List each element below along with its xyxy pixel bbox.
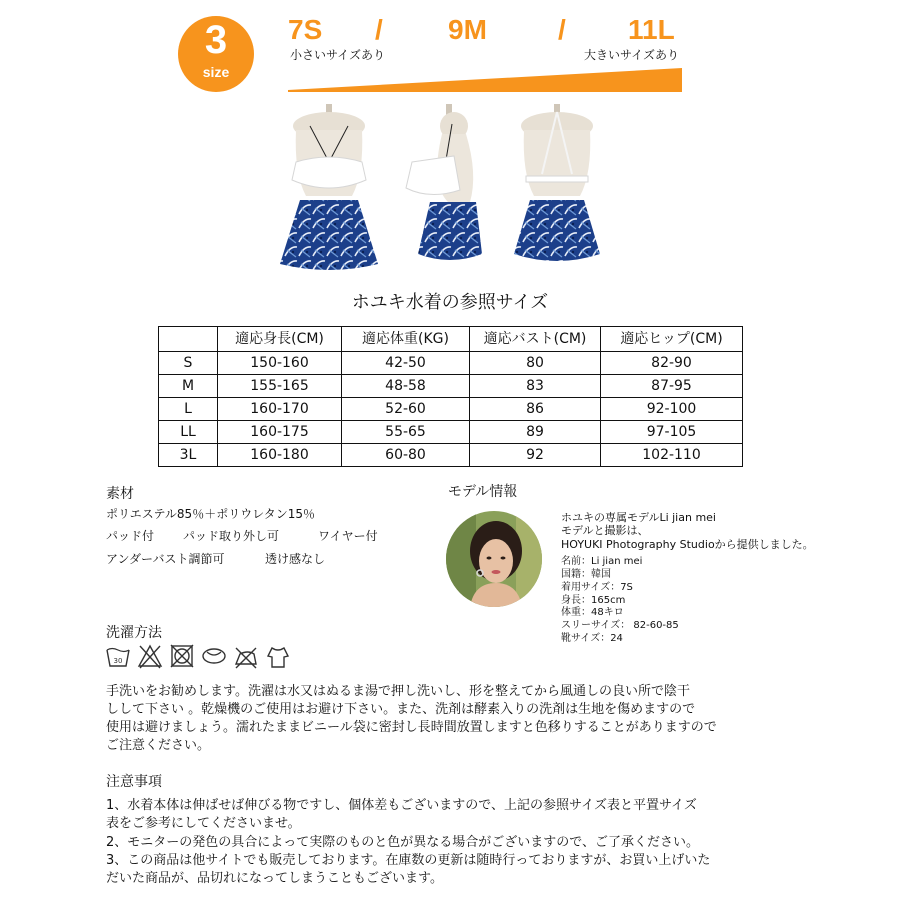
- feature-adjustable-underbust: アンダーバスト調節可: [106, 552, 225, 566]
- table-cell: 52-60: [342, 398, 470, 421]
- table-cell: 87-95: [601, 375, 743, 398]
- table-cell: 60-80: [342, 444, 470, 467]
- table-cell: 102-110: [601, 444, 743, 467]
- table-cell: L: [159, 398, 218, 421]
- table-header: 適応ヒップ(CM): [601, 327, 743, 352]
- washing-text-line: 手洗いをお勧めします。洗濯は水又はぬるま湯で押し洗いし、形を整えてから風通しの良い所で陰干: [106, 684, 690, 699]
- front-view-photo: [280, 104, 378, 270]
- model-intro-line: HOYUKI Photography Studioから提供しました。: [561, 538, 814, 551]
- small-size-note: 小さいサイズあり: [290, 48, 386, 62]
- size-label-7s: 7S: [288, 14, 323, 45]
- table-header: [159, 327, 218, 352]
- notes-text-line: だいた商品が、品切れになってしまうこともございます。: [106, 871, 443, 886]
- table-row: [159, 421, 743, 444]
- table-cell: M: [159, 375, 218, 398]
- back-view-photo: [514, 104, 600, 261]
- no-bleach-icon: [136, 642, 164, 670]
- model-spec-three-sizes: スリーサイズ： 82-60-85: [561, 620, 679, 631]
- hand-wash-30-icon: [104, 642, 132, 670]
- washing-text-line: ご注意ください。: [106, 738, 211, 753]
- no-dry-clean-icon: [200, 642, 228, 670]
- table-row: [159, 352, 743, 375]
- table-cell: 97-105: [601, 421, 743, 444]
- notes-text-line: 表をご参考にしてくださいませ。: [106, 816, 301, 831]
- table-cell: LL: [159, 421, 218, 444]
- model-spec-shoe-size: 靴サイズ：24: [561, 633, 623, 644]
- table-cell: 82-90: [601, 352, 743, 375]
- notes-title: 注意事項: [106, 774, 162, 790]
- model-info-title: モデル情報: [448, 484, 518, 500]
- size-range-wedge: [288, 66, 682, 94]
- feature-wire: ワイヤー付: [318, 529, 378, 543]
- table-cell: 160-175: [218, 421, 342, 444]
- feature-removable-pad: パッド取り外し可: [183, 529, 280, 543]
- table-cell: S: [159, 352, 218, 375]
- no-iron-icon: [232, 642, 260, 670]
- table-header-row: [159, 327, 743, 352]
- model-intro-line: ホユキの専属モデルLi jian mei: [561, 511, 716, 524]
- size-label-9m: 9M: [448, 14, 487, 45]
- table-cell: 42-50: [342, 352, 470, 375]
- washing-text-line: 使用は避けましょう。濡れたままビニール袋に密封し長時間放置しますと色移りすることがありますので: [106, 720, 717, 735]
- size-table: [158, 326, 743, 467]
- feature-pad: パッド付: [106, 529, 155, 543]
- model-spec-weight: 体重：48キロ: [561, 607, 624, 618]
- table-cell: 48-58: [342, 375, 470, 398]
- hang-dry-icon: [264, 642, 292, 670]
- size-count-word: size: [202, 64, 230, 80]
- model-spec-height: 身長：165cm: [561, 595, 626, 606]
- size-separator: /: [558, 14, 566, 45]
- material-title: 素材: [106, 486, 134, 502]
- table-cell: 92-100: [601, 398, 743, 421]
- table-cell: 92: [470, 444, 601, 467]
- svg-text:30: 30: [113, 657, 123, 665]
- model-spec-name: 名前：Li jian mei: [561, 556, 643, 567]
- table-header: 適応身長(CM): [218, 327, 342, 352]
- notes-text-line: 2、モニターの発色の具合によって実際のものと色が異なる場合がございますので、ご了承ください。: [106, 835, 700, 850]
- side-view-photo: [406, 104, 482, 260]
- table-cell: 80: [470, 352, 601, 375]
- model-spec-nationality: 国籍：韓国: [561, 569, 611, 580]
- table-cell: 150-160: [218, 352, 342, 375]
- model-intro-line: モデルと撮影は、: [561, 524, 649, 537]
- table-cell: 155-165: [218, 375, 342, 398]
- notes-text-line: 1、水着本体は伸ばせば伸びる物ですし、個体差もございますので、上記の参照サイズ表と平置サイズ: [106, 798, 697, 813]
- table-cell: 86: [470, 398, 601, 421]
- size-count: 3: [204, 18, 228, 62]
- material-fabric: ポリエステル85％＋ポリウレタン15％: [106, 507, 315, 521]
- table-cell: 3L: [159, 444, 218, 467]
- size-count-badge: [178, 16, 254, 92]
- no-tumble-dry-icon: [168, 642, 196, 670]
- model-avatar: [446, 511, 542, 607]
- swimsuit-photos: [270, 104, 650, 284]
- care-icons: [104, 642, 304, 672]
- feature-not-see-through: 透け感なし: [265, 552, 326, 566]
- table-cell: 89: [470, 421, 601, 444]
- large-size-note: 大きいサイズあり: [584, 48, 680, 62]
- table-row: [159, 444, 743, 467]
- model-spec-size: 着用サイズ：7S: [561, 582, 633, 593]
- table-cell: 55-65: [342, 421, 470, 444]
- notes-text-line: 3、この商品は他サイトでも販売しております。在庫数の更新は随時行っておりますが、お買い上げいた: [106, 853, 711, 868]
- size-label-11l: 11L: [628, 14, 675, 45]
- table-cell: 83: [470, 375, 601, 398]
- table-cell: 160-170: [218, 398, 342, 421]
- table-header: 適応バスト(CM): [470, 327, 601, 352]
- table-row: [159, 375, 743, 398]
- table-row: [159, 398, 743, 421]
- washing-title: 洗濯方法: [106, 625, 162, 641]
- table-header: 適応体重(KG): [342, 327, 470, 352]
- size-table-title: ホユキ水着の参照サイズ: [351, 292, 549, 313]
- size-separator: /: [375, 14, 383, 45]
- washing-text-line: しして下さい 。乾燥機のご使用はお避け下さい。また、洗剤は酵素入りの洗剤は生地を傷めますので: [106, 702, 696, 717]
- table-cell: 160-180: [218, 444, 342, 467]
